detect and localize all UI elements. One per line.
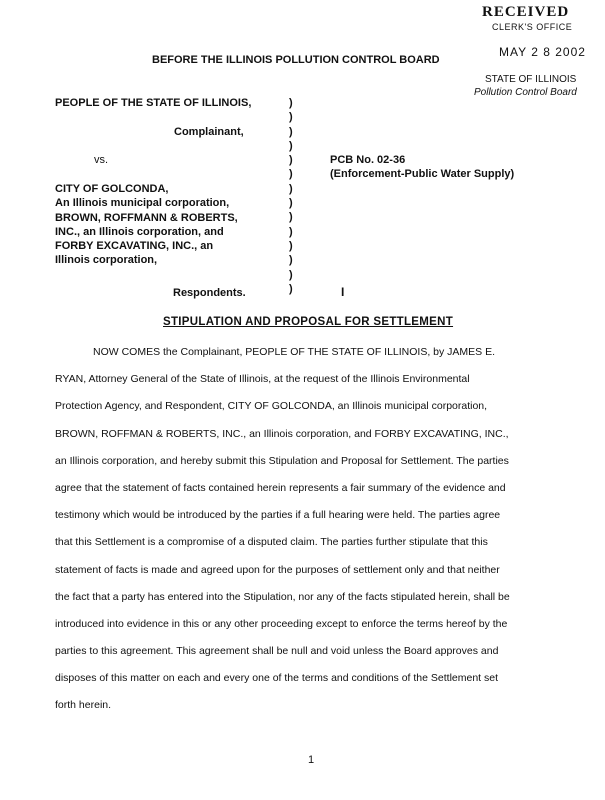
case-number-block — [330, 153, 514, 182]
respondent-line: CITY OF GOLCONDA, — [55, 183, 169, 195]
caption-paren: ) — [289, 211, 293, 224]
stray-tick-mark: I — [341, 285, 345, 299]
received-stamp-office: CLERK'S OFFICE — [492, 22, 573, 32]
body-line: agree that the statement of facts contained herein represents a fair summary of the evidence and — [55, 481, 506, 494]
case-number: PCB No. 02-36 — [330, 154, 406, 166]
respondent-line: Illinois corporation, — [55, 254, 158, 267]
versus-label: vs. — [94, 154, 109, 166]
caption-paren: ) — [289, 168, 293, 181]
body-line: statement of facts is made and agreed upon for the purposes of settlement only and that neither — [55, 563, 500, 576]
document-title: STIPULATION AND PROPOSAL FOR SETTLEMENT — [163, 316, 454, 328]
page-number: 1 — [308, 754, 315, 766]
complainant-name: PEOPLE OF THE STATE OF ILLINOIS, — [55, 97, 252, 109]
document-body — [55, 345, 570, 726]
caption-paren: ) — [289, 97, 293, 109]
caption-paren: ) — [289, 268, 293, 281]
caption-paren: ) — [289, 139, 293, 152]
respondent-line: FORBY EXCAVATING, INC., an — [55, 240, 214, 253]
body-line: introduced into evidence in this or any other proceeding except to enforce the terms hereof by the — [55, 617, 508, 630]
caption-paren: ) — [289, 197, 293, 210]
body-line: RYAN, Attorney General of the State of Illinois, at the request of the Illinois Environmental — [55, 373, 470, 386]
caption-paren: ) — [289, 125, 293, 138]
caption-paren: ) — [289, 182, 293, 195]
body-line: testimony which would be introduced by the parties if a full hearing were held. The parties agree — [55, 509, 501, 522]
respondent-line: BROWN, ROFFMANN & ROBERTS, — [55, 211, 238, 224]
caption-parenthesis-column — [289, 96, 293, 296]
caption-paren: ) — [289, 225, 293, 238]
respondent-role: Respondents. — [173, 287, 246, 299]
caption-paren: ) — [289, 154, 293, 167]
received-stamp-board: Pollution Control Board — [474, 87, 577, 98]
body-line: forth herein. — [55, 699, 112, 712]
body-line: that this Settlement is a compromise of a disputed claim. The parties further stipulate that this — [55, 536, 488, 549]
body-line: the fact that a party has entered into the Stipulation, nor any of the facts stipulated herein, shall be — [55, 590, 510, 603]
respondent-line: INC., an Illinois corporation, and — [55, 225, 224, 238]
received-stamp-title: RECEIVED — [482, 4, 570, 20]
body-line: parties to this agreement. This agreement shall be null and void unless the Board approves and — [55, 645, 499, 658]
body-line: NOW COMES the Complainant, PEOPLE OF THE STATE OF ILLINOIS, by JAMES E. — [93, 346, 496, 358]
body-line: BROWN, ROFFMAN & ROBERTS, INC., an Illinois corporation, and FORBY EXCAVATING, INC., — [55, 427, 509, 440]
caption-paren: ) — [289, 282, 293, 295]
caption-paren: ) — [289, 239, 293, 252]
respondents-list — [55, 182, 238, 268]
received-stamp-date: MAY 2 8 2002 — [499, 45, 586, 59]
caption-paren: ) — [289, 111, 293, 124]
body-line: disposes of this matter on each and every one of the terms and conditions of the Settlement set — [55, 672, 499, 685]
board-title: BEFORE THE ILLINOIS POLLUTION CONTROL BOARD — [152, 54, 440, 66]
body-line: Protection Agency, and Respondent, CITY OF GOLCONDA, an Illinois municipal corporation, — [55, 400, 488, 413]
complainant-role: Complainant, — [174, 126, 244, 138]
body-line: an Illinois corporation, and hereby submit this Stipulation and Proposal for Settlement. The parties — [55, 454, 509, 467]
case-type: (Enforcement-Public Water Supply) — [330, 168, 515, 181]
respondent-line: An Illinois municipal corporation, — [55, 197, 230, 210]
received-stamp-state: STATE OF ILLINOIS — [485, 74, 577, 85]
caption-paren: ) — [289, 254, 293, 267]
